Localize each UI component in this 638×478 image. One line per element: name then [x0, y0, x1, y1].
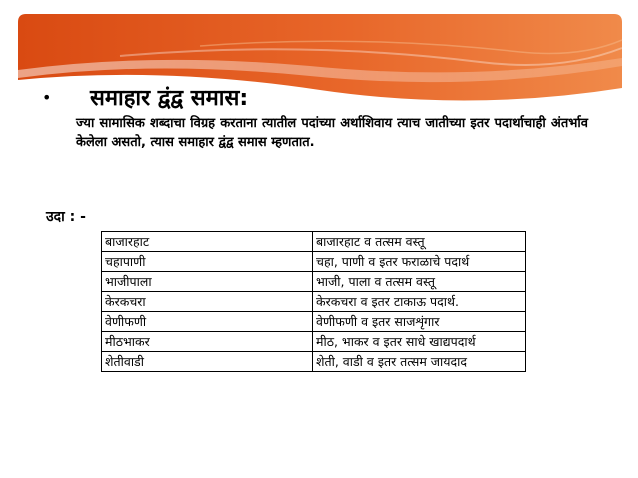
table-row [102, 352, 526, 372]
table-row [102, 272, 526, 292]
meaning-cell: केरकचरा व इतर टाकाऊ पदार्थ. [313, 292, 526, 312]
table-row [102, 232, 526, 252]
examples-table [101, 231, 526, 372]
definition-text: ज्या सामासिक शब्दाचा विग्रह करताना त्यातील पदांच्या अर्थाशिवाय त्याच जातीच्या इतर पदार्थाचाही अंतर्भाव केलेला असतो, त्यास समाहार द्वंद्व समास म्हणतात. [76, 116, 588, 150]
meaning-cell: चहा, पाणी व इतर फराळाचे पदार्थ [313, 252, 526, 272]
compound-word-cell: मीठभाकर [102, 332, 313, 352]
slide-heading: समाहार द्वंद्व समास: [90, 86, 249, 111]
compound-word-cell: शेतीवाडी [102, 352, 313, 372]
compound-word-cell: बाजारहाट [102, 232, 313, 252]
meaning-cell: बाजारहाट व तत्सम वस्तू [313, 232, 526, 252]
meaning-cell: मीठ, भाकर व इतर साधे खाद्यपदार्थ [313, 332, 526, 352]
example-label: उदा : - [46, 209, 86, 225]
compound-word-cell: केरकचरा [102, 292, 313, 312]
meaning-cell: शेती, वाडी व इतर तत्सम जायदाद [313, 352, 526, 372]
table-row [102, 332, 526, 352]
meaning-cell: वेणीफणी व इतर साजशृंगार [313, 312, 526, 332]
compound-word-cell: भाजीपाला [102, 272, 313, 292]
compound-word-cell: चहापाणी [102, 252, 313, 272]
table-row [102, 292, 526, 312]
compound-word-cell: वेणीफणी [102, 312, 313, 332]
table-row [102, 252, 526, 272]
meaning-cell: भाजी, पाला व तत्सम वस्तू [313, 272, 526, 292]
bullet-point: • [42, 88, 52, 107]
table-row [102, 312, 526, 332]
